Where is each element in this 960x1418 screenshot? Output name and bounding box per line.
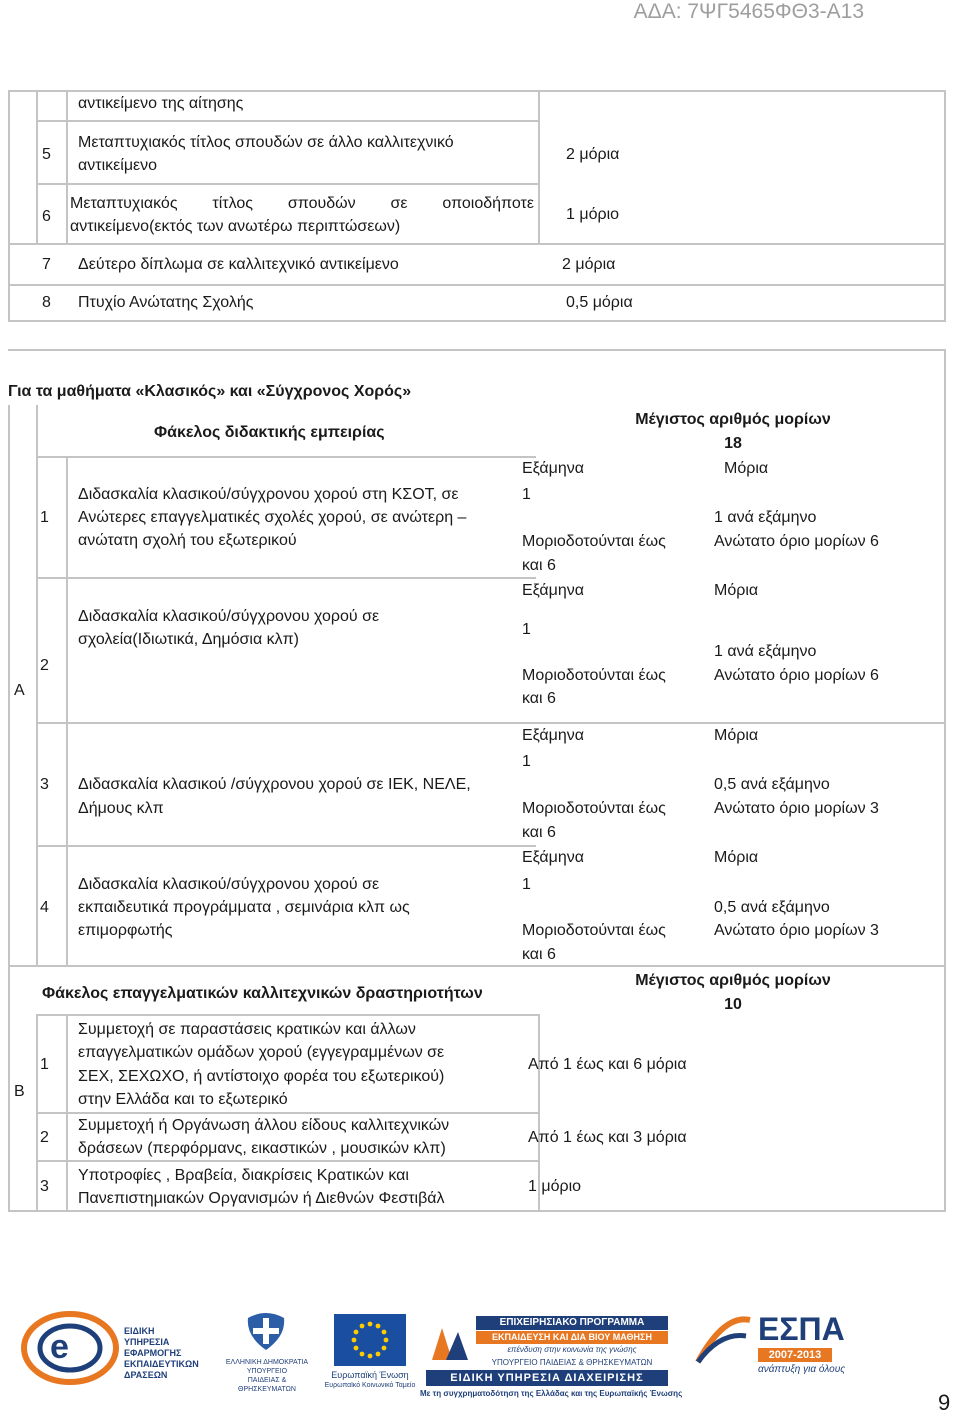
- a1-per: 1 ανά εξάμηνο: [714, 509, 817, 526]
- eye-text-2: ΥΠΗΡΕΣΙΑ: [124, 1337, 170, 1347]
- part-a-letter: Α: [14, 682, 25, 699]
- b3-points: 1 μόριο: [528, 1178, 582, 1195]
- program-ministry: ΥΠΟΥΡΓΕΙΟ ΠΑΙΔΕΙΑΣ & ΘΡΗΣΚΕΥΜΑΤΩΝ: [491, 1358, 653, 1367]
- program-title: ΕΠΙΧΕΙΡΗΣΙΑΚΟ ΠΡΟΓΡΑΜΜΑ: [499, 1317, 645, 1328]
- ministry-line-3: ΠΑΙΔΕΙΑΣ &: [247, 1377, 287, 1384]
- row6-num: 6: [42, 208, 51, 225]
- b2-points: Από 1 έως και 3 μόρια: [528, 1129, 687, 1146]
- b2-num: 2: [40, 1129, 49, 1146]
- eye-text-4: ΕΚΠΑΙΔΕΥΤΙΚΩΝ: [124, 1359, 199, 1369]
- eye-text-5: ΔΡΑΣΕΩΝ: [124, 1370, 168, 1380]
- b1-line4: στην Ελλάδα και το εξωτερικό: [78, 1091, 288, 1108]
- a1-min: 1: [522, 486, 531, 503]
- a3-up-to: Μοριοδοτούνται έως: [522, 800, 666, 817]
- a4-points-label: Μόρια: [714, 849, 759, 866]
- ada-code: ΑΔΑ: 7ΨΓ5465ΦΘ3-Α13: [633, 0, 864, 23]
- a3-line1: Διδασκαλία κλασικού /σύγχρονου χορού σε ΙΕΚ, ΝΕΛΕ,: [78, 776, 471, 793]
- a1-line2: Ανώτερες επαγγελματικές σχολές χορού, σε ανώτερη –: [78, 509, 467, 526]
- espa-title: ΕΣΠΑ: [758, 1311, 845, 1347]
- ministry-line-2: ΥΠΟΥΡΓΕΙΟ: [246, 1368, 288, 1375]
- a3-min: 1: [522, 753, 531, 770]
- b3-num: 3: [40, 1178, 49, 1195]
- section-title: Για τα μαθήματα «Κλασικός» και «Σύγχρονος Χορός»: [8, 383, 412, 400]
- a3-cap: Ανώτατο όριο μορίων 3: [714, 800, 879, 817]
- part-a-folder-title: Φάκελος διδακτικής εμπειρίας: [154, 424, 385, 441]
- row6-points: 1 μόριο: [566, 206, 620, 223]
- a2-points-label: Μόρια: [714, 582, 759, 599]
- b3-line1: Υποτροφίες , Βραβεία, διακρίσεις Κρατικών και: [78, 1167, 409, 1184]
- part-b-folder-title: Φάκελος επαγγελματικών καλλιτεχνικών δραστηριοτήτων: [42, 985, 483, 1002]
- a2-line1: Διδασκαλία κλασικού/σύγχρονου χορού σε: [78, 608, 380, 625]
- a2-min: 1: [522, 621, 531, 638]
- a4-unit: Εξάμηνα: [522, 849, 585, 866]
- b1-line1: Συμμετοχή σε παραστάσεις κρατικών και άλλων: [78, 1021, 416, 1038]
- row-prev-text: αντικείμενο της αίτησης: [78, 95, 244, 112]
- part-a-max-value: 18: [724, 435, 742, 452]
- b1-line3: ΣΕΧ, ΣΕΧΩΧΟ, ή αντίστοιχο φορέα του εξωτερικού): [78, 1068, 445, 1085]
- row5-num: 5: [42, 146, 51, 163]
- ministry-line-4: ΘΡΗΣΚΕΥΜΑΤΩΝ: [238, 1386, 296, 1393]
- eu-union-text: Ευρωπαϊκή Ένωση: [331, 1370, 409, 1380]
- a4-up-to: Μοριοδοτούνται έως: [522, 922, 666, 939]
- row7-num: 7: [42, 256, 51, 273]
- row6-text-line1: Μεταπτυχιακός τίτλος σπουδών σε οποιοδήποτε: [70, 195, 534, 212]
- a2-cap: Ανώτατο όριο μορίων 6: [714, 667, 879, 684]
- b3-line2: Πανεπιστημιακών Οργανισμών ή Διεθνών Φεστιβάλ: [78, 1190, 445, 1207]
- a3-unit: Εξάμηνα: [522, 727, 585, 744]
- a1-num: 1: [40, 509, 49, 526]
- part-b-max-value: 10: [724, 996, 742, 1013]
- row5-text-line1: Μεταπτυχιακός τίτλος σπουδών σε άλλο καλλιτεχνικό: [78, 134, 454, 151]
- eye-text-1: ΕΙΔΙΚΗ: [124, 1326, 155, 1336]
- a1-line3: ανώτατη σχολή του εξωτερικού: [78, 532, 297, 549]
- a4-line2: εκπαιδευτικά προγράμματα , σεμινάρια κλπ ως: [78, 899, 410, 916]
- a1-points-label: Μόρια: [724, 460, 769, 477]
- row5-points: 2 μόρια: [566, 146, 620, 163]
- b1-points: Από 1 έως και 6 μόρια: [528, 1056, 687, 1073]
- row6-text-line2: αντικείμενο(εκτός των ανωτέρω περιπτώσεων): [70, 218, 401, 235]
- espa-slogan: ανάπτυξη για όλους: [758, 1364, 846, 1375]
- row7-points: 2 μόρια: [562, 256, 616, 273]
- b1-line2: επαγγελματικών ομάδων χορού (εγγεγραμμένων σε: [78, 1044, 445, 1061]
- greek-emblem-icon: [244, 1310, 288, 1352]
- a1-up-to-value: και 6: [522, 557, 556, 574]
- a4-line3: επιμορφωτής: [78, 922, 173, 939]
- espa-emblem-icon: [694, 1312, 754, 1368]
- a2-num: 2: [40, 657, 49, 674]
- a1-line1: Διδασκαλία κλασικού/σύγχρονου χορού στη ΚΣΟΤ, σε: [78, 486, 459, 503]
- b2-line2: δράσεων (περφόρμανς, εικαστικών , μουσικών κλπ): [78, 1140, 446, 1157]
- a2-up-to-value: και 6: [522, 690, 556, 707]
- a3-line2: Δήμους κλπ: [78, 800, 164, 817]
- row5-text-line2: αντικείμενο: [78, 157, 158, 174]
- a4-num: 4: [40, 899, 49, 916]
- part-a-max-label: Μέγιστος αριθμός μορίων: [635, 411, 831, 428]
- a3-up-to-value: και 6: [522, 824, 556, 841]
- a2-line2: σχολεία(Ιδιωτικά, Δημόσια κλπ): [78, 631, 300, 648]
- eu-flag-icon: [334, 1314, 406, 1366]
- program-slogan: επένδυση στην κοινωνία της γνώσης: [507, 1345, 637, 1354]
- eye-mark: e: [50, 1328, 69, 1366]
- a3-num: 3: [40, 776, 49, 793]
- cofinancing-text: Με τη συγχρηματοδότηση της Ελλάδας και της Ευρωπαϊκής Ένωσης: [420, 1389, 683, 1398]
- part-b-max-label: Μέγιστος αριθμός μορίων: [635, 972, 831, 989]
- espa-years: 2007-2013: [768, 1349, 822, 1361]
- a2-up-to: Μοριοδοτούνται έως: [522, 667, 666, 684]
- a4-cap: Ανώτατο όριο μορίων 3: [714, 922, 879, 939]
- row8-text: Πτυχίο Ανώτατης Σχολής: [78, 294, 254, 311]
- b1-num: 1: [40, 1056, 49, 1073]
- a4-line1: Διδασκαλία κλασικού/σύγχρονου χορού σε: [78, 876, 380, 893]
- a3-per: 0,5 ανά εξάμηνο: [714, 776, 830, 793]
- row8-num: 8: [42, 294, 51, 311]
- part-b-letter: Β: [14, 1083, 25, 1100]
- row8-points: 0,5 μόρια: [566, 294, 633, 311]
- ministry-line-1: ΕΛΛΗΝΙΚΗ ΔΗΜΟΚΡΑΤΙΑ: [225, 1359, 309, 1366]
- a1-cap: Ανώτατο όριο μορίων 6: [714, 533, 879, 550]
- b2-line1: Συμμετοχή ή Οργάνωση άλλου είδους καλλιτεχνικών: [78, 1117, 450, 1134]
- program-subtitle: ΕΚΠΑΙΔΕΥΣΗ ΚΑΙ ΔΙΑ ΒΙΟΥ ΜΑΘΗΣΗ: [492, 1332, 652, 1342]
- a2-unit: Εξάμηνα: [522, 582, 585, 599]
- a1-unit: Εξάμηνα: [522, 460, 585, 477]
- a4-per: 0,5 ανά εξάμηνο: [714, 899, 830, 916]
- a1-up-to: Μοριοδοτούνται έως: [522, 533, 666, 550]
- management-service: ΕΙΔΙΚΗ ΥΠΗΡΕΣΙΑ ΔΙΑΧΕΙΡΙΣΗΣ: [450, 1372, 644, 1384]
- eu-fund-text: Ευρωπαϊκό Κοινωνικό Ταμείο: [324, 1382, 416, 1389]
- row7-text: Δεύτερο δίπλωμα σε καλλιτεχνικό αντικείμενο: [78, 256, 399, 273]
- a3-points-label: Μόρια: [714, 727, 759, 744]
- a4-min: 1: [522, 876, 531, 893]
- program-emblem-icon: [426, 1320, 472, 1366]
- eye-text-3: ΕΦΑΡΜΟΓΗΣ: [124, 1348, 182, 1358]
- eye-logo: [20, 1308, 122, 1388]
- a4-up-to-value: και 6: [522, 946, 556, 963]
- page-number: 9: [938, 1390, 951, 1415]
- a2-per: 1 ανά εξάμηνο: [714, 643, 817, 660]
